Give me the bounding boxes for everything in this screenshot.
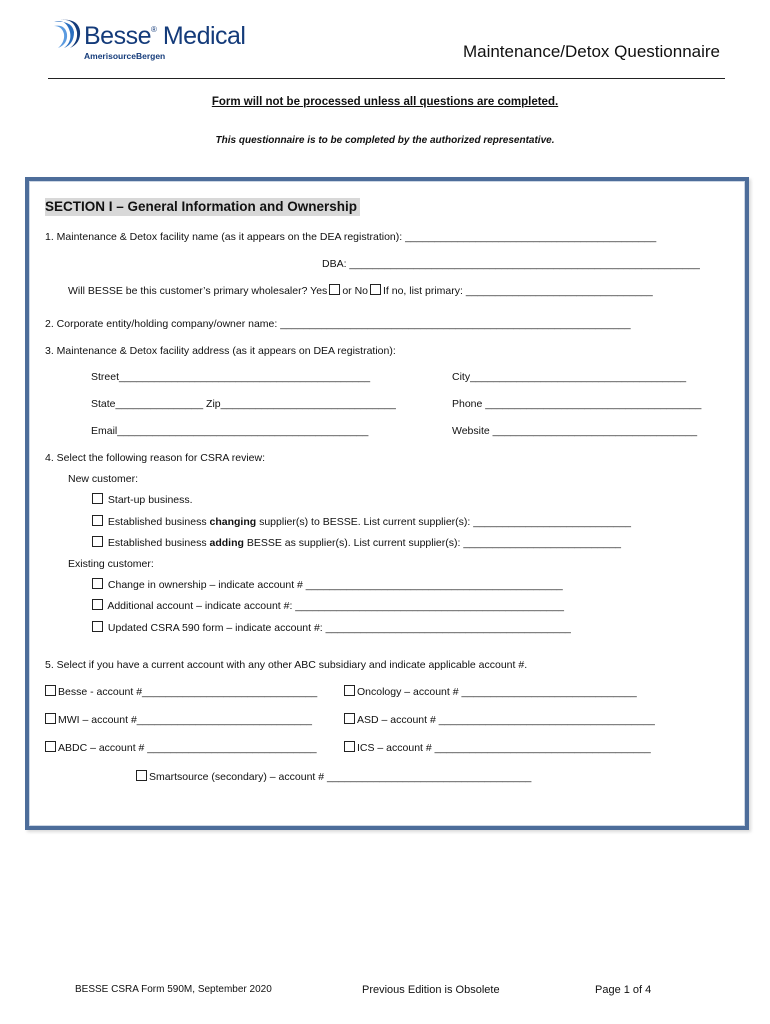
- startup-checkbox[interactable]: [92, 493, 103, 504]
- question-4: 4. Select the following reason for CSRA review:: [45, 452, 266, 464]
- changing-supplier-field[interactable]: supplier(s) to BESSE. List current supplier(s): ___________________________: [259, 516, 631, 528]
- additional-account-field[interactable]: Additional account – indicate account #: ______________________________________________: [107, 600, 564, 612]
- mwi-account-option[interactable]: [43, 713, 312, 726]
- updated-csra-checkbox[interactable]: [92, 621, 103, 632]
- besse-account-checkbox[interactable]: [45, 685, 56, 696]
- question-2[interactable]: 2. Corporate entity/holding company/owner name: ____________________________________________________________: [45, 318, 631, 330]
- adding-besse-option[interactable]: [90, 536, 621, 549]
- changing-supplier-checkbox[interactable]: [92, 515, 103, 526]
- primary-wholesaler-question: Will BESSE be this customer’s primary wholesaler? Yes: [68, 285, 328, 297]
- question-1[interactable]: 1. Maintenance & Detox facility name (as it appears on the DEA registration): ___________________________________________: [45, 231, 657, 243]
- additional-account-checkbox[interactable]: [92, 599, 103, 610]
- email-field[interactable]: Email___________________________________________: [91, 425, 369, 437]
- updated-csra-field[interactable]: Updated CSRA 590 form – indicate account #: __________________________________________: [107, 622, 571, 634]
- besse-account-field[interactable]: Besse - account #______________________________: [58, 686, 318, 698]
- no-label: or No: [342, 285, 368, 297]
- ics-account-field[interactable]: ICS – account # _____________________________________: [357, 742, 651, 754]
- no-checkbox[interactable]: [370, 284, 381, 295]
- adding-besse-checkbox[interactable]: [92, 536, 103, 547]
- primary-wholesaler-row: [68, 284, 653, 297]
- brand-name: Besse® Medical: [84, 22, 246, 50]
- oncology-account-field[interactable]: Oncology – account # ______________________________: [357, 686, 637, 698]
- dba-field[interactable]: DBA: ____________________________________________________________: [322, 258, 700, 270]
- adding-emphasis: adding: [209, 537, 244, 549]
- ics-account-option[interactable]: [342, 741, 651, 754]
- question-5: 5. Select if you have a current account with any other ABC subsidiary and indicate applicable account #.: [45, 659, 528, 671]
- authorization-notice: This questionnaire is to be completed by the authorized representative.: [215, 135, 555, 146]
- street-field[interactable]: Street___________________________________________: [91, 371, 371, 383]
- footer-form-id: BESSE CSRA Form 590M, September 2020: [75, 984, 272, 995]
- brand-subtitle: AmerisourceBergen: [84, 51, 166, 61]
- section-title: SECTION I – General Information and Ownership: [45, 198, 360, 216]
- startup-label: Start-up business.: [107, 494, 193, 506]
- mwi-account-field[interactable]: MWI – account #______________________________: [58, 714, 312, 726]
- adding-besse-field[interactable]: BESSE as supplier(s). List current supplier(s): ___________________________: [246, 537, 622, 549]
- change-ownership-option[interactable]: [90, 578, 563, 591]
- question-3: 3. Maintenance & Detox facility address (as it appears on DEA registration):: [45, 345, 396, 357]
- mwi-account-checkbox[interactable]: [45, 713, 56, 724]
- existing-customer-label: Existing customer:: [68, 558, 154, 570]
- smartsource-account-checkbox[interactable]: [136, 770, 147, 781]
- new-customer-label: New customer:: [68, 473, 139, 485]
- abdc-account-checkbox[interactable]: [45, 741, 56, 752]
- city-field[interactable]: City_____________________________________: [452, 371, 687, 383]
- smartsource-account-field[interactable]: Smartsource (secondary) – account # ___________________________________: [149, 771, 532, 783]
- asd-account-option[interactable]: [342, 713, 655, 726]
- startup-option[interactable]: [90, 493, 193, 506]
- yes-checkbox[interactable]: [329, 284, 340, 295]
- phone-field[interactable]: Phone _____________________________________: [452, 398, 702, 410]
- changing-supplier-option[interactable]: [90, 515, 631, 528]
- besse-account-option[interactable]: [43, 685, 317, 698]
- adding-besse-label: Established business: [107, 537, 207, 549]
- asd-account-checkbox[interactable]: [344, 713, 355, 724]
- smartsource-account-option[interactable]: [134, 770, 531, 783]
- change-ownership-field[interactable]: Change in ownership – indicate account # ____________________________________________: [107, 579, 563, 591]
- besse-logo-icon: [52, 18, 82, 50]
- changing-emphasis: changing: [209, 516, 257, 528]
- processing-notice: Form will not be processed unless all questions are completed.: [211, 96, 559, 108]
- change-ownership-checkbox[interactable]: [92, 578, 103, 589]
- document-title: Maintenance/Detox Questionnaire: [462, 42, 720, 61]
- website-field[interactable]: Website ___________________________________: [452, 425, 698, 437]
- additional-account-option[interactable]: [90, 599, 564, 612]
- header-divider: [48, 78, 725, 79]
- updated-csra-option[interactable]: [90, 621, 571, 634]
- changing-supplier-label: Established business: [107, 516, 207, 528]
- oncology-account-checkbox[interactable]: [344, 685, 355, 696]
- abdc-account-option[interactable]: [43, 741, 317, 754]
- abdc-account-field[interactable]: ABDC – account # _____________________________: [58, 742, 317, 754]
- primary-wholesaler-field[interactable]: If no, list primary: ________________________________: [383, 285, 653, 297]
- footer-edition: Previous Edition is Obsolete: [362, 984, 500, 996]
- footer-page-number: Page 1 of 4: [595, 984, 652, 996]
- ics-account-checkbox[interactable]: [344, 741, 355, 752]
- state-zip-field[interactable]: State_______________ Zip______________________________: [91, 398, 396, 410]
- oncology-account-option[interactable]: [342, 685, 637, 698]
- asd-account-field[interactable]: ASD – account # _____________________________________: [357, 714, 655, 726]
